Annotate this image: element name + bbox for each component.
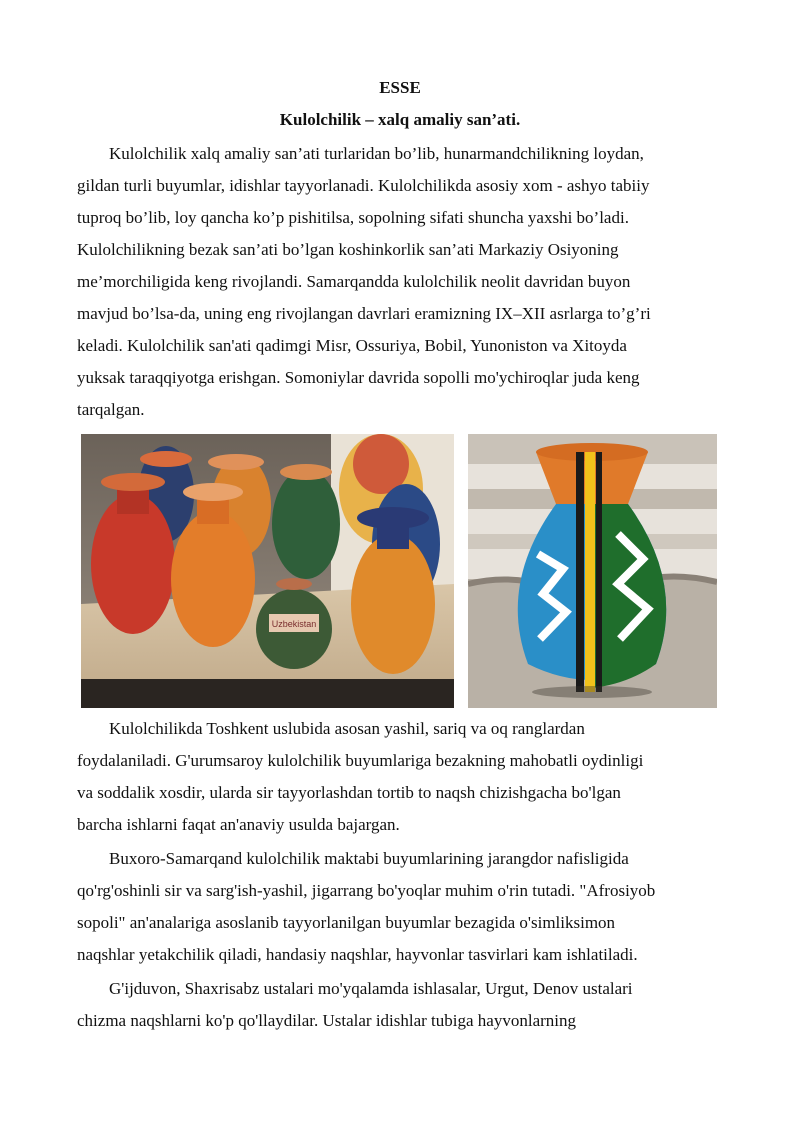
paragraph-3-line: naqshlar yetakchilik qiladi, handasiy naqshlar, hayvonlar tasvirlari kam ishlatiladi.: [77, 945, 638, 964]
paragraph-2-line: foydalaniladi. G'urumsaroy kulolchilik buyumlariga bezakning mahobatli oydinligi: [77, 751, 644, 770]
paragraph-4-line: chizma naqshlarni ko'p qo'llaydilar. Ustalar idishlar tubiga hayvonlarning: [77, 1011, 577, 1030]
paragraph-2-line: va soddalik xosdir, ularda sir tayyorlashdan tortib to naqsh chizishgacha bo'lgan: [77, 783, 621, 802]
paragraph-1-line: Kulolchilikning bezak san’ati bo’lgan koshinkorlik san’ati Markaziy Osiyoning: [77, 240, 619, 259]
essay-title: Kulolchilik – xalq amaliy san’ati.: [279, 110, 521, 129]
paragraph-4-line: G'ijduvon, Shaxrisabz ustalari mo'yqalamda ishlasalar, Urgut, Denov ustalari: [109, 979, 633, 998]
vase-label: Uzbekistan: [271, 619, 317, 629]
paragraph-3-line: Buxoro-Samarqand kulolchilik maktabi buyumlarining jarangdor nafisligida: [109, 849, 629, 868]
paragraph-2-line: barcha ishlarni faqat an'anaviy usulda bajargan.: [77, 815, 400, 834]
paragraph-3-line: sopoli" an'analariga asoslanib tayyorlanilgan buyumlar bezagida o'simliksimon: [77, 913, 616, 932]
paragraph-1-line: tuproq bo’lib, loy qancha ko’p pishitilsa, sopolning sifati shuncha yaxshi bo’ladi.: [77, 208, 629, 227]
paragraph-1-line: Kulolchilik xalq amaliy san’ati turlaridan bo’lib, hunarmandchilikning loydan,: [109, 144, 644, 163]
paragraph-1-line: mavjud bo’lsa-da, uning eng rivojlangan davrlari eramizning IX–XII asrlarga to’g’ri: [77, 304, 651, 323]
paragraph-2-line: Kulolchilikda Toshkent uslubida asosan yashil, sariq va oq ranglardan: [109, 719, 585, 738]
paragraph-1-line: me’morchiligida keng rivojlandi. Samarqandda kulolchilik neolit davridan buyon: [77, 272, 631, 291]
paragraph-1-line: gildan turli buyumlar, idishlar tayyorlanadi. Kulolchilikda asosiy xom - ashyo tabiiy: [77, 176, 650, 195]
paragraph-3-line: qo'rg'oshinli sir va sarg'ish-yashil, jigarrang bo'yoqlar muhim o'rin tutadi. "Afrosiyob: [77, 881, 656, 900]
paragraph-1-line: yuksak taraqqiyotga erishgan. Somoniylar davrida sopolli mo'ychiroqlar juda keng: [77, 368, 640, 387]
paragraph-1-line: keladi. Kulolchilik san'ati qadimgi Misr, Ossuriya, Bobil, Yunoniston va Xitoyda: [77, 336, 627, 355]
vases-collection-photo: [81, 434, 454, 708]
single-vase-photo: [468, 434, 717, 708]
essay-heading: ESSE: [379, 78, 421, 97]
paragraph-1-line: tarqalgan.: [77, 400, 145, 419]
